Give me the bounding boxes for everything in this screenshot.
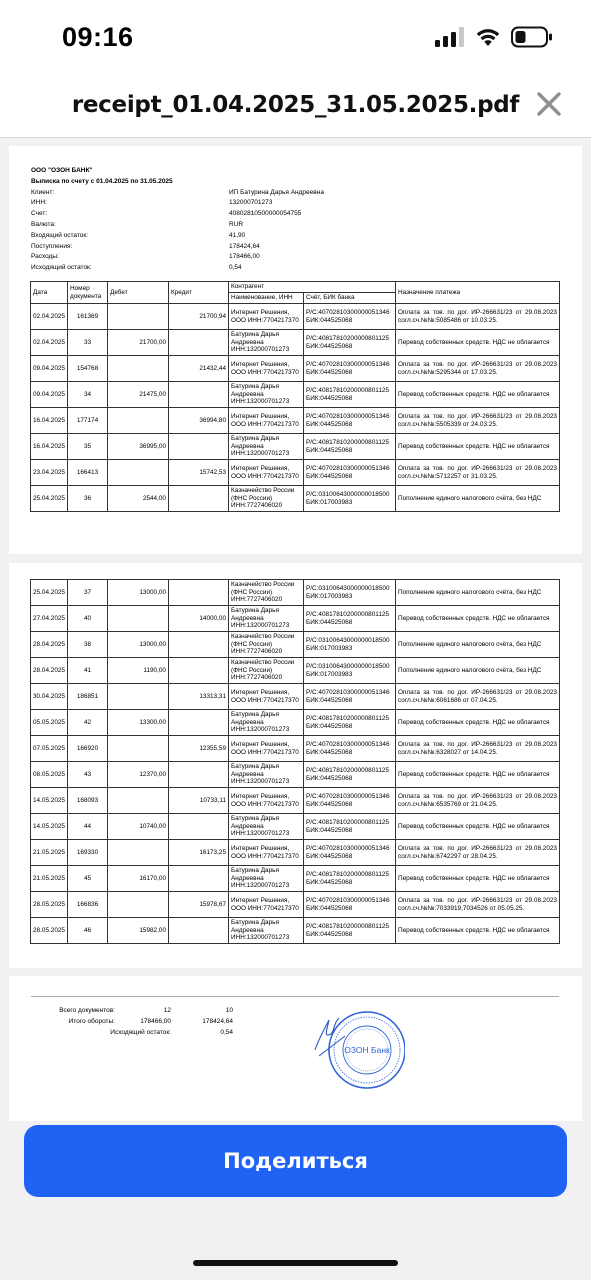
table-row bbox=[31, 606, 560, 632]
cell-counterparty-name: Казначейство России (ФНС России) ИНН:7727406020 bbox=[229, 580, 304, 606]
cell-purpose: Оплата за тов. по дог. ИР-266631/23 от 29.08.2023 согл.сч.№№:6535769 от 21.04.25. bbox=[396, 788, 560, 814]
share-button[interactable]: Поделиться bbox=[24, 1125, 567, 1197]
cell-counterparty-account: Р/С:40702810300000051346 БИК:044525068 bbox=[304, 892, 396, 918]
cell-doc-number: 43 bbox=[68, 762, 108, 788]
cell-doc-number: 45 bbox=[68, 866, 108, 892]
pdf-page-3 bbox=[9, 976, 582, 1121]
cell-debit: 15982,00 bbox=[108, 918, 169, 944]
col-header-credit: Кредит bbox=[169, 282, 229, 304]
table-row bbox=[31, 434, 560, 460]
info-row-closing-balance: Исходящий остаток: 0,54 bbox=[31, 264, 242, 272]
cell-counterparty-account: Р/С:03100643000000018500 БИК:017003983 bbox=[304, 632, 396, 658]
bank-name: ООО "ОЗОН БАНК" bbox=[31, 167, 93, 174]
cell-purpose: Пополнение единого налогового счёта, без НДС bbox=[396, 632, 560, 658]
cell-doc-number: 46 bbox=[68, 918, 108, 944]
cell-date: 21.05.2025 bbox=[31, 840, 68, 866]
cell-purpose: Перевод собственных средств. НДС не облагается bbox=[396, 434, 560, 460]
cell-debit bbox=[108, 736, 169, 762]
wifi-icon bbox=[475, 27, 501, 47]
cell-counterparty-account: Р/С:40817810200000801125 БИК:044525068 bbox=[304, 382, 396, 408]
cell-date: 28.05.2025 bbox=[31, 918, 68, 944]
info-row-account: Счет: 40802810500000054755 bbox=[31, 210, 302, 218]
cell-counterparty-name: Батурина Дарья Андреевна ИНН:132000701273 bbox=[229, 710, 304, 736]
table-row bbox=[31, 304, 560, 330]
cell-doc-number: 177174 bbox=[68, 408, 108, 434]
cell-date: 25.04.2025 bbox=[31, 486, 68, 512]
cell-purpose: Оплата за тов. по дог. ИР-266631/23 от 29.08.2023 согл.сч.№№:5295344 от 17.03.25. bbox=[396, 356, 560, 382]
totals-documents-row: Всего документов: 12 10 bbox=[59, 1007, 233, 1014]
cell-credit bbox=[169, 330, 229, 356]
table-row bbox=[31, 918, 560, 944]
col-header-purpose: Назначение платежа bbox=[396, 282, 560, 304]
cell-purpose: Перевод собственных средств. НДС не облагается bbox=[396, 710, 560, 736]
cell-counterparty-account: Р/С:40702810300000051346 БИК:044525068 bbox=[304, 684, 396, 710]
pdf-page-2 bbox=[9, 563, 582, 968]
cell-credit bbox=[169, 382, 229, 408]
cell-credit bbox=[169, 486, 229, 512]
cell-counterparty-name: Казначейство России (ФНС России) ИНН:7727406020 bbox=[229, 632, 304, 658]
cell-date: 02.04.2025 bbox=[31, 304, 68, 330]
cell-counterparty-name: Батурина Дарья Андреевна ИНН:132000701273 bbox=[229, 866, 304, 892]
cell-purpose: Перевод собственных средств. НДС не облагается bbox=[396, 762, 560, 788]
cell-debit bbox=[108, 304, 169, 330]
cell-credit: 14000,00 bbox=[169, 606, 229, 632]
cell-counterparty-account: Р/С:03100643000000018500 БИК:017003983 bbox=[304, 486, 396, 512]
cell-counterparty-account: Р/С:03100643000000018500 БИК:017003983 bbox=[304, 580, 396, 606]
cell-debit bbox=[108, 606, 169, 632]
statement-period-title: Выписка по счету с 01.04.2025 по 31.05.2025 bbox=[31, 177, 173, 185]
cell-credit bbox=[169, 866, 229, 892]
totals-turnover-row: Итого обороты: 178466,00 178424,64 bbox=[68, 1018, 233, 1025]
cell-debit: 13000,00 bbox=[108, 580, 169, 606]
cell-debit bbox=[108, 460, 169, 486]
cell-debit bbox=[108, 684, 169, 710]
cell-date: 14.05.2025 bbox=[31, 788, 68, 814]
info-row-opening-balance: Входящий остаток: 41,90 bbox=[31, 231, 246, 239]
table-row bbox=[31, 814, 560, 840]
cell-purpose: Пополнение единого налогового счёта, без НДС bbox=[396, 486, 560, 512]
cell-counterparty-account: Р/С:40817810200000801125 БИК:044525068 bbox=[304, 434, 396, 460]
cell-credit bbox=[169, 434, 229, 460]
cell-counterparty-account: Р/С:40702810300000051346 БИК:044525068 bbox=[304, 408, 396, 434]
cell-doc-number: 35 bbox=[68, 434, 108, 460]
cell-date: 21.05.2025 bbox=[31, 866, 68, 892]
cell-date: 16.04.2025 bbox=[31, 434, 68, 460]
cell-debit: 10740,00 bbox=[108, 814, 169, 840]
cell-doc-number: 154768 bbox=[68, 356, 108, 382]
cell-doc-number: 186851 bbox=[68, 684, 108, 710]
info-row-income: Поступления: 178424,64 bbox=[31, 242, 260, 250]
cell-purpose: Оплата за тов. по дог. ИР-266631/23 от 29.08.2023 согл.сч.№№:5712257 от 31.03.25. bbox=[396, 460, 560, 486]
cell-counterparty-name: Казначейство России (ФНС России) ИНН:7727406020 bbox=[229, 486, 304, 512]
cell-counterparty-name: Интернет Решения, ООО ИНН:7704217370 bbox=[229, 892, 304, 918]
transactions-table-continued bbox=[30, 579, 560, 944]
cell-date: 27.04.2025 bbox=[31, 606, 68, 632]
cell-counterparty-name: Батурина Дарья Андреевна ИНН:132000701273 bbox=[229, 382, 304, 408]
table-row bbox=[31, 356, 560, 382]
cell-purpose: Пополнение единого налогового счёта, без НДС bbox=[396, 658, 560, 684]
cell-date: 08.05.2025 bbox=[31, 762, 68, 788]
cell-doc-number: 169330 bbox=[68, 840, 108, 866]
cell-purpose: Перевод собственных средств. НДС не облагается bbox=[396, 918, 560, 944]
cell-date: 09.04.2025 bbox=[31, 382, 68, 408]
cell-credit bbox=[169, 814, 229, 840]
cell-counterparty-name: Интернет Решения, ООО ИНН:7704217370 bbox=[229, 460, 304, 486]
cell-credit bbox=[169, 918, 229, 944]
close-icon[interactable] bbox=[535, 90, 563, 118]
cell-credit: 21432,44 bbox=[169, 356, 229, 382]
table-row bbox=[31, 840, 560, 866]
cell-counterparty-name: Интернет Решения, ООО ИНН:7704217370 bbox=[229, 356, 304, 382]
cell-purpose: Оплата за тов. по дог. ИР-266631/23 от 29.08.2023 согл.сч.№№:7033919,7034526 от 05.05.25. bbox=[396, 892, 560, 918]
cell-counterparty-account: Р/С:40702810300000051346 БИК:044525068 bbox=[304, 460, 396, 486]
table-row bbox=[31, 658, 560, 684]
cell-debit: 1190,00 bbox=[108, 658, 169, 684]
cell-purpose: Перевод собственных средств. НДС не облагается bbox=[396, 814, 560, 840]
cell-doc-number: 161369 bbox=[68, 304, 108, 330]
cell-doc-number: 166413 bbox=[68, 460, 108, 486]
cell-credit: 15742,53 bbox=[169, 460, 229, 486]
totals-closing-row: Исходящий остаток: 0,54 bbox=[110, 1029, 233, 1036]
cell-debit: 21475,00 bbox=[108, 382, 169, 408]
cell-counterparty-account: Р/С:40702810300000051346 БИК:044525068 bbox=[304, 788, 396, 814]
cell-counterparty-account: Р/С:40817810200000801125 БИК:044525068 bbox=[304, 918, 396, 944]
cell-doc-number: 38 bbox=[68, 632, 108, 658]
battery-icon bbox=[511, 26, 553, 48]
info-row-expenses: Расходы: 178466,00 bbox=[31, 253, 260, 261]
cell-counterparty-account: Р/С:40817810200000801125 БИК:044525068 bbox=[304, 866, 396, 892]
cell-counterparty-account: Р/С:40817810200000801125 БИК:044525068 bbox=[304, 762, 396, 788]
cell-date: 30.04.2025 bbox=[31, 684, 68, 710]
cell-credit: 15978,67 bbox=[169, 892, 229, 918]
cell-purpose: Оплата за тов. по дог. ИР-266631/23 от 29.08.2023 согл.сч.№№:6328027 от 14.04.25. bbox=[396, 736, 560, 762]
col-header-counterparty: Контрагент bbox=[229, 282, 396, 293]
table-row bbox=[31, 892, 560, 918]
cell-doc-number: 166836 bbox=[68, 892, 108, 918]
cell-credit: 12355,59 bbox=[169, 736, 229, 762]
table-row bbox=[31, 382, 560, 408]
cell-credit: 13313,31 bbox=[169, 684, 229, 710]
status-bar bbox=[0, 0, 591, 72]
table-row bbox=[31, 736, 560, 762]
cell-credit: 21700,94 bbox=[169, 304, 229, 330]
cell-debit bbox=[108, 408, 169, 434]
cell-credit bbox=[169, 762, 229, 788]
cell-debit: 21700,00 bbox=[108, 330, 169, 356]
status-time: 09:16 bbox=[62, 22, 134, 52]
cell-credit: 10733,11 bbox=[169, 788, 229, 814]
table-row bbox=[31, 330, 560, 356]
cell-counterparty-name: Батурина Дарья Андреевна ИНН:132000701273 bbox=[229, 606, 304, 632]
col-header-account-bik: Счёт, БИК банка bbox=[304, 293, 396, 304]
cell-doc-number: 41 bbox=[68, 658, 108, 684]
col-header-name-inn: Наименование, ИНН bbox=[229, 293, 304, 304]
cell-purpose: Перевод собственных средств. НДС не облагается bbox=[396, 382, 560, 408]
cell-purpose: Оплата за тов. по дог. ИР-266631/23 от 29.08.2023 согл.сч.№№:6742297 от 28.04.25. bbox=[396, 840, 560, 866]
cell-date: 28.04.2025 bbox=[31, 632, 68, 658]
cell-counterparty-name: Батурина Дарья Андреевна ИНН:132000701273 bbox=[229, 918, 304, 944]
cell-debit: 13000,00 bbox=[108, 632, 169, 658]
cell-date: 25.04.2025 bbox=[31, 580, 68, 606]
info-row-inn: ИНН: 132000701273 bbox=[31, 199, 273, 207]
status-icons bbox=[435, 26, 553, 48]
cell-date: 16.04.2025 bbox=[31, 408, 68, 434]
cell-purpose: Перевод собственных средств. НДС не облагается bbox=[396, 330, 560, 356]
cell-debit bbox=[108, 356, 169, 382]
col-header-number: Номер документа bbox=[68, 282, 108, 304]
table-row bbox=[31, 632, 560, 658]
stamp-label: ОЗОН Банк bbox=[344, 1045, 390, 1055]
statement-header bbox=[31, 166, 324, 274]
document-title: receipt_01.04.2025_31.05.2025.pdf bbox=[71, 92, 520, 118]
cell-counterparty-name: Казначейство России (ФНС России) ИНН:7727406020 bbox=[229, 658, 304, 684]
cell-purpose: Пополнение единого налогового счёта, без НДС bbox=[396, 580, 560, 606]
document-header bbox=[0, 72, 591, 138]
cell-purpose: Оплата за тов. по дог. ИР-266631/23 от 29.08.2023 согл.сч.№№:5505339 от 24.03.25. bbox=[396, 408, 560, 434]
cell-credit bbox=[169, 580, 229, 606]
cell-debit: 12370,00 bbox=[108, 762, 169, 788]
cell-date: 05.05.2025 bbox=[31, 710, 68, 736]
cell-doc-number: 42 bbox=[68, 710, 108, 736]
table-row bbox=[31, 762, 560, 788]
cell-date: 28.05.2025 bbox=[31, 892, 68, 918]
info-row-client: Клиент: ИП Батурина Дарья Андреевна bbox=[31, 188, 324, 196]
cell-credit bbox=[169, 658, 229, 684]
table-row bbox=[31, 788, 560, 814]
cellular-signal-icon bbox=[435, 27, 465, 47]
cell-counterparty-name: Интернет Решения, ООО ИНН:7704217370 bbox=[229, 788, 304, 814]
cell-counterparty-account: Р/С:40817810200000801125 БИК:044525068 bbox=[304, 606, 396, 632]
cell-credit bbox=[169, 710, 229, 736]
cell-purpose: Перевод собственных средств. НДС не облагается bbox=[396, 606, 560, 632]
col-header-date: Дата bbox=[31, 282, 68, 304]
cell-counterparty-account: Р/С:40817810200000801125 БИК:044525068 bbox=[304, 330, 396, 356]
cell-doc-number: 37 bbox=[68, 580, 108, 606]
cell-date: 23.04.2025 bbox=[31, 460, 68, 486]
cell-doc-number: 36 bbox=[68, 486, 108, 512]
table-row bbox=[31, 486, 560, 512]
cell-counterparty-name: Батурина Дарья Андреевна ИНН:132000701273 bbox=[229, 330, 304, 356]
cell-debit bbox=[108, 892, 169, 918]
table-row bbox=[31, 580, 560, 606]
cell-purpose: Оплата за тов. по дог. ИР-266631/23 от 29.08.2023 согл.сч.№№:6061686 от 07.04.25. bbox=[396, 684, 560, 710]
cell-counterparty-name: Батурина Дарья Андреевна ИНН:132000701273 bbox=[229, 762, 304, 788]
cell-date: 14.05.2025 bbox=[31, 814, 68, 840]
table-row bbox=[31, 866, 560, 892]
bank-stamp-seal bbox=[305, 1010, 405, 1090]
cell-debit bbox=[108, 788, 169, 814]
cell-counterparty-name: Батурина Дарья Андреевна ИНН:132000701273 bbox=[229, 434, 304, 460]
table-row bbox=[31, 684, 560, 710]
pdf-page-1 bbox=[9, 146, 582, 554]
cell-doc-number: 44 bbox=[68, 814, 108, 840]
cell-debit: 16170,00 bbox=[108, 866, 169, 892]
table-row bbox=[31, 460, 560, 486]
cell-counterparty-name: Интернет Решения, ООО ИНН:7704217370 bbox=[229, 736, 304, 762]
cell-date: 02.04.2025 bbox=[31, 330, 68, 356]
cell-counterparty-account: Р/С:40817810200000801125 БИК:044525068 bbox=[304, 814, 396, 840]
cell-counterparty-account: Р/С:40702810300000051346 БИК:044525068 bbox=[304, 840, 396, 866]
cell-purpose: Перевод собственных средств. НДС не облагается bbox=[396, 866, 560, 892]
cell-doc-number: 168093 bbox=[68, 788, 108, 814]
cell-counterparty-name: Интернет Решения, ООО ИНН:7704217370 bbox=[229, 840, 304, 866]
cell-doc-number: 34 bbox=[68, 382, 108, 408]
cell-credit: 36994,80 bbox=[169, 408, 229, 434]
cell-purpose: Оплата за тов. по дог. ИР-266631/23 от 29.08.2023 согл.сч.№№:5085486 от 10.03.25. bbox=[396, 304, 560, 330]
cell-doc-number: 166920 bbox=[68, 736, 108, 762]
cell-debit: 2544,00 bbox=[108, 486, 169, 512]
cell-counterparty-name: Интернет Решения, ООО ИНН:7704217370 bbox=[229, 304, 304, 330]
cell-credit bbox=[169, 632, 229, 658]
transactions-table bbox=[30, 281, 560, 512]
col-header-debit: Дебет bbox=[108, 282, 169, 304]
cell-date: 07.05.2025 bbox=[31, 736, 68, 762]
cell-debit bbox=[108, 840, 169, 866]
cell-doc-number: 40 bbox=[68, 606, 108, 632]
cell-counterparty-name: Батурина Дарья Андреевна ИНН:132000701273 bbox=[229, 814, 304, 840]
totals-section bbox=[31, 996, 559, 1038]
cell-counterparty-account: Р/С:40702810300000051346 БИК:044525068 bbox=[304, 736, 396, 762]
cell-counterparty-name: Интернет Решения, ООО ИНН:7704217370 bbox=[229, 408, 304, 434]
cell-debit: 13300,00 bbox=[108, 710, 169, 736]
cell-counterparty-account: Р/С:40817810200000801125 БИК:044525068 bbox=[304, 710, 396, 736]
cell-date: 28.04.2025 bbox=[31, 658, 68, 684]
cell-counterparty-name: Интернет Решения, ООО ИНН:7704217370 bbox=[229, 684, 304, 710]
table-row bbox=[31, 710, 560, 736]
cell-date: 09.04.2025 bbox=[31, 356, 68, 382]
cell-counterparty-account: Р/С:40702810300000051346 БИК:044525068 bbox=[304, 304, 396, 330]
cell-doc-number: 33 bbox=[68, 330, 108, 356]
cell-counterparty-account: Р/С:03100643000000018500 БИК:017003983 bbox=[304, 658, 396, 684]
cell-debit: 36995,00 bbox=[108, 434, 169, 460]
cell-counterparty-account: Р/С:40702810300000051346 БИК:044525068 bbox=[304, 356, 396, 382]
home-indicator[interactable] bbox=[193, 1260, 398, 1266]
info-row-currency: Валюта: RUR bbox=[31, 220, 244, 228]
cell-credit: 16173,25 bbox=[169, 840, 229, 866]
table-row bbox=[31, 408, 560, 434]
